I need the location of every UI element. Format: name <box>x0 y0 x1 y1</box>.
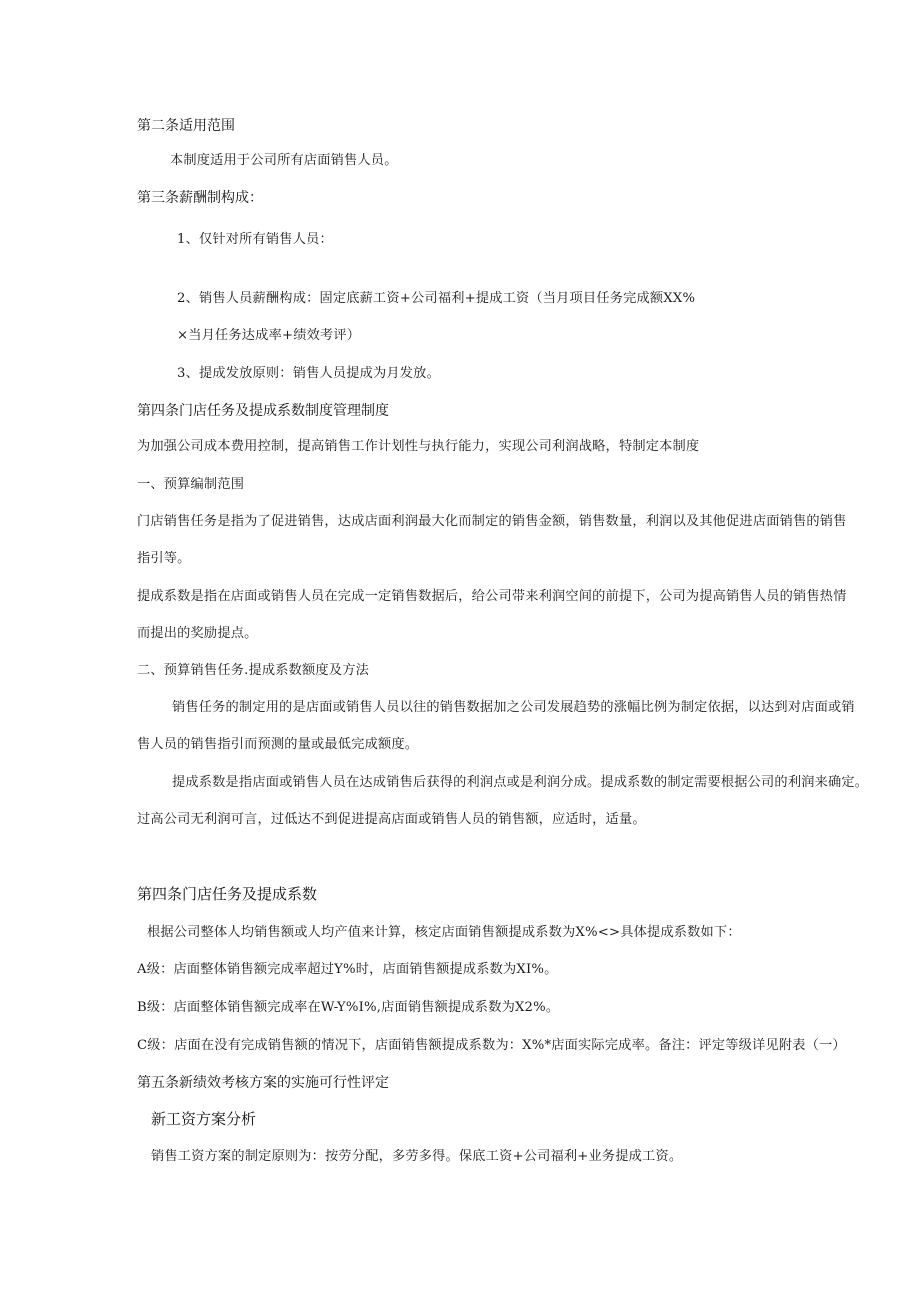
section-heading-store-task: 第四条门店任务及提成系数制度管理制度 <box>137 403 389 419</box>
paragraph-continuation: 售人员的销售指引而预测的量或最低完成额度。 <box>137 737 419 752</box>
paragraph: 销售工资方案的制定原则为：按劳分配，多劳多得。保底工资+公司福利+业务提成工资。 <box>151 1149 683 1164</box>
paragraph-continuation: 过高公司无利润可言，过低达不到促进提高店面或销售人员的销售额，应适时，适量。 <box>137 812 646 827</box>
section-heading-salary: 第三条薪酬制构成： <box>137 190 263 206</box>
paragraph: 本制度适用于公司所有店面销售人员。 <box>170 153 398 168</box>
paragraph: 根据公司整体人均销售额或人均产值来计算，核定店面销售额提成系数为X%<>具体提成系数如下： <box>147 925 741 940</box>
grade-c-item: C级：店面在没有完成销售额的情况下，店面销售额提成系数为：X%*店面实际完成率。备注：评定等级详见附表（一） <box>137 1038 846 1053</box>
paragraph: 销售任务的制定用的是店面或销售人员以往的销售数据加之公司发展趋势的涨幅比例为制定依据，以达到对店面或销 <box>172 700 855 715</box>
section-heading-coefficient: 第四条门店任务及提成系数 <box>137 885 318 903</box>
list-item-continuation: ×当月任务达成率+绩效考评） <box>177 328 361 343</box>
paragraph: 提成系数是指店面或销售人员在达成销售后获得的利润点或是利润分成。提成系数的制定需要根据公司的利润来确定。 <box>172 775 869 790</box>
section-heading-performance: 第五条新绩效考核方案的实施可行性评定 <box>137 1075 389 1091</box>
subheading: 二、预算销售任务.提成系数额度及方法 <box>137 663 369 678</box>
subheading: 一、预算编制范围 <box>137 477 245 492</box>
paragraph-continuation: 而提出的奖励提点。 <box>137 626 258 641</box>
paragraph: 为加强公司成本费用控制，提高销售工作计划性与执行能力，实现公司利润战略，特制定本制度 <box>137 439 700 454</box>
paragraph: 门店销售任务是指为了促进销售，达成店面利润最大化而制定的销售金额，销售数量，利润以及其他促进店面销售的销售 <box>137 514 847 529</box>
section-heading-scope: 第二条适用范围 <box>137 118 235 134</box>
paragraph: 提成系数是指在店面或销售人员在完成一定销售数据后，给公司带来利润空间的前提下，公司为提高销售人员的销售热情 <box>137 589 847 604</box>
grade-b-item: B级：店面整体销售额完成率在W-Y%I%,店面销售额提成系数为X2%。 <box>137 1000 560 1015</box>
subheading-new-salary: 新工资方案分析 <box>151 1110 257 1128</box>
list-item: 1、仅针对所有销售人员： <box>177 232 333 247</box>
list-item: 2、销售人员薪酬构成：固定底薪工资+公司福利+提成工资（当月项目任务完成额XX% <box>177 291 696 306</box>
grade-a-item: A级：店面整体销售额完成率超过Y%时，店面销售额提成系数为XI%。 <box>137 962 558 977</box>
list-item: 3、提成发放原则：销售人员提成为月发放。 <box>177 366 440 381</box>
paragraph-continuation: 指引等。 <box>137 551 191 566</box>
